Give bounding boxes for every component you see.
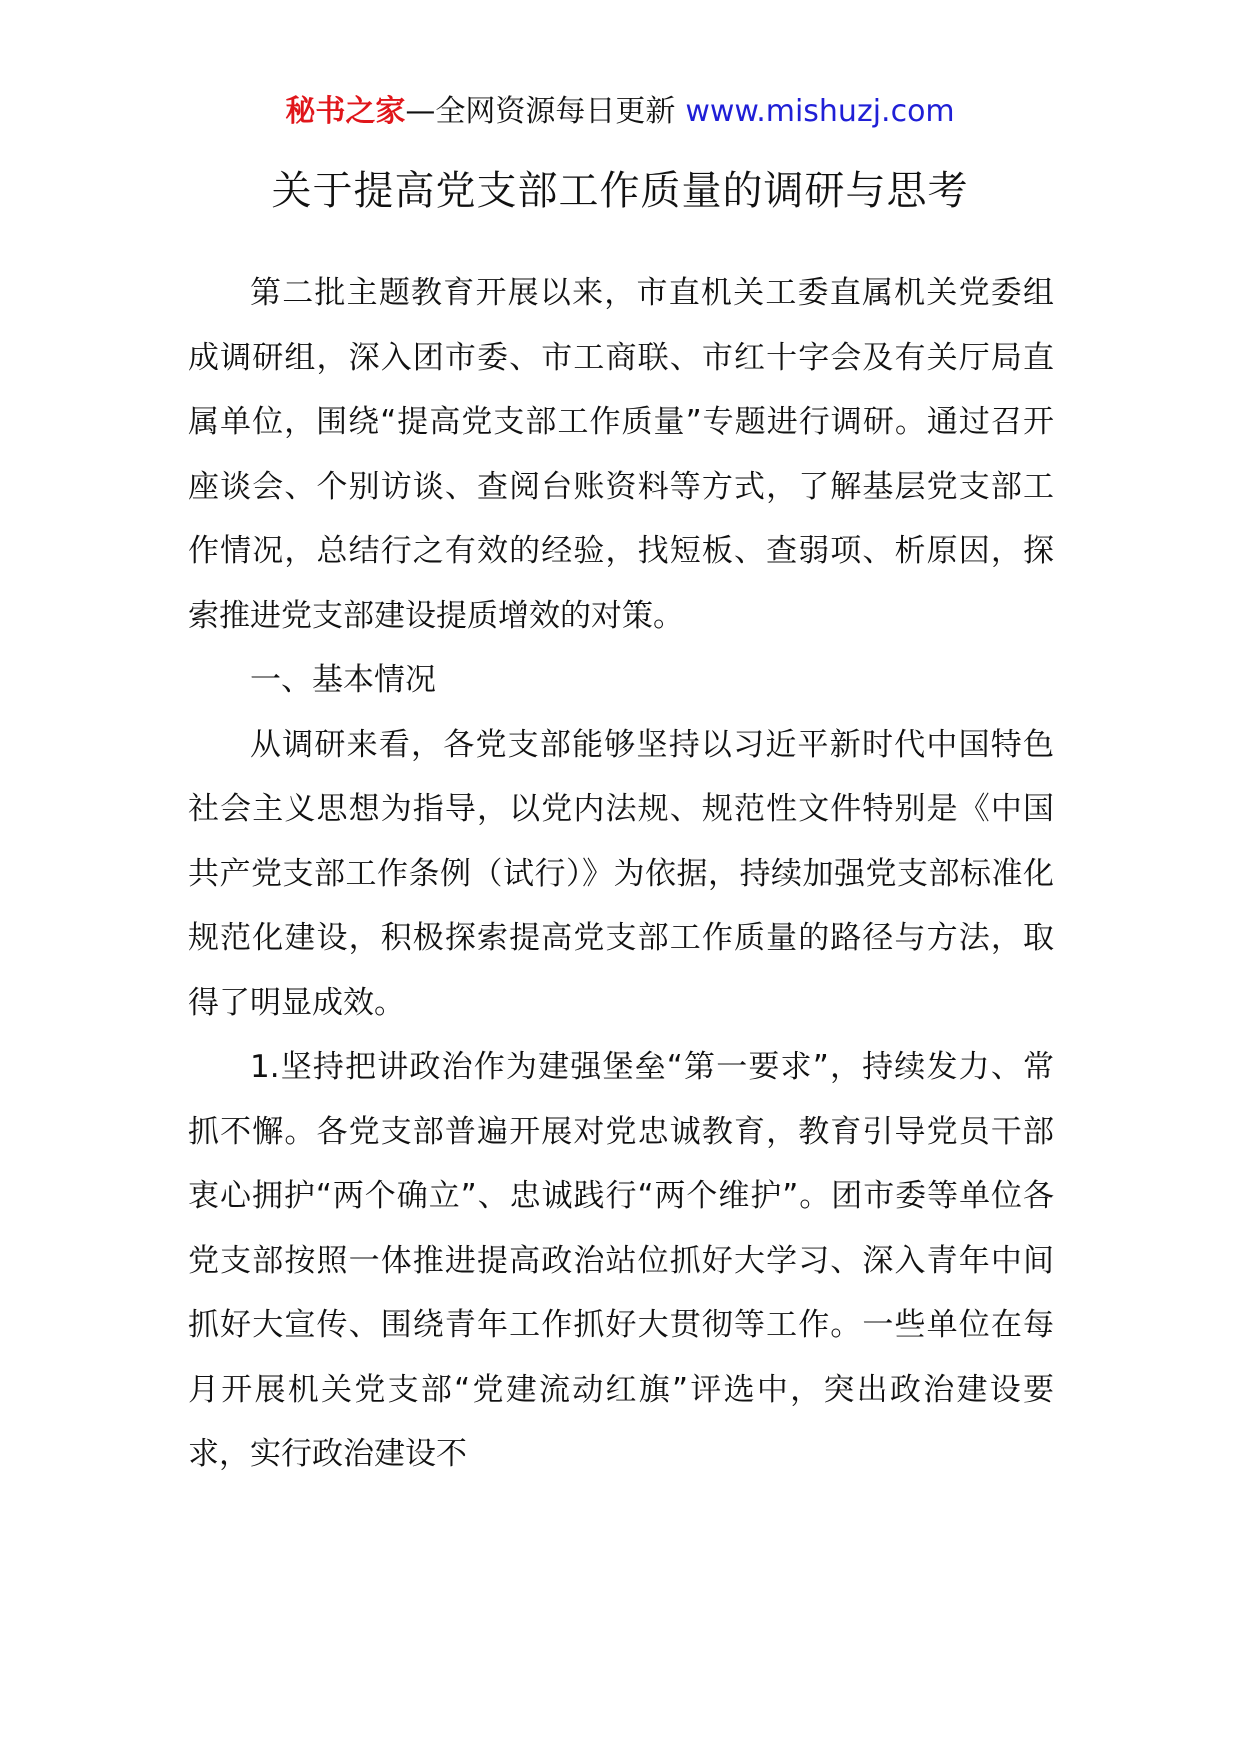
document-title: 关于提高党支部工作质量的调研与思考 [271,168,969,214]
document-body [188,261,1054,1487]
site-brand: 秘书之家 [285,94,406,129]
section-heading-basic-situation: 一、基本情况 [250,662,436,698]
intro-paragraph: 第二批主题教育开展以来，市直机关工委直属机关党委组成调研组，深入团市委、市工商联、市红十字会及有关厅局直属单位，围绕“提高党支部工作质量”专题进行调研。通过召开座谈会、个别访谈、查阅台账资料等方式，了解基层党支部工作情况，总结行之有效的经验，找短板、查弱项、析原因，探索推进党支部建设提质增效的对策。 [188,275,1054,634]
site-header [0,92,1240,132]
site-tagline: —全网资源每日更新 [405,94,676,129]
point-one-paragraph: 1.坚持把讲政治作为建强堡垒“第一要求”，持续发力、常抓不懈。各党支部普遍开展对党忠诚教育，教育引导党员干部衷心拥护“两个确立”、忠诚践行“两个维护”。团市委等单位各党支部按照一体推进提高政治站位抓好大学习、深入青年中间抓好大宣传、围绕青年工作抓好大贯彻等工作。一些单位在每月开展机关党支部“党建流动红旗”评选中，突出政治建设要求，实行政治建设不 [188,1049,1054,1472]
overview-paragraph: 从调研来看，各党支部能够坚持以习近平新时代中国特色社会主义思想为指导，以党内法规、规范性文件特别是《中国共产党支部工作条例（试行）》为依据，持续加强党支部标准化规范化建设，积极探索提高党支部工作质量的路径与方法，取得了明显成效。 [188,726,1054,1021]
site-url-link[interactable]: www.mishuzj.com [685,94,955,129]
